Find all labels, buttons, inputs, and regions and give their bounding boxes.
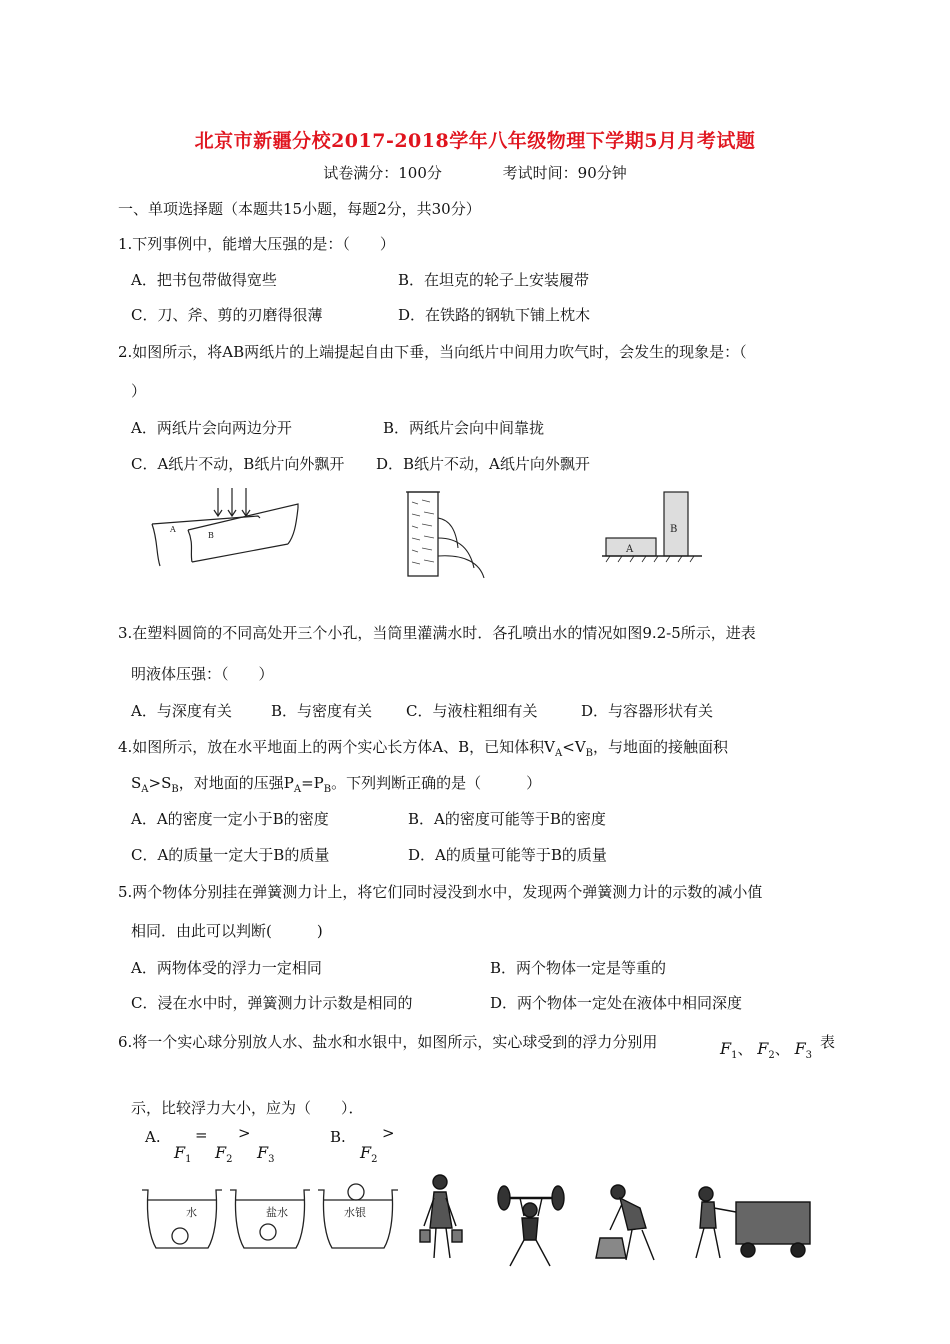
q6-b-gt: > <box>382 1124 395 1142</box>
q5-option-a: A．两物体受的浮力一定相同 <box>131 959 322 977</box>
beaker-mercury-label: 水银 <box>344 1206 366 1219</box>
blocks-figure <box>602 488 712 580</box>
page-title: 北京市新疆分校2017-2018学年八年级物理下学期5月月考试题 <box>194 130 756 152</box>
paper-sheets-figure <box>148 486 308 576</box>
q3-stem: 3.在塑料圆筒的不同高处开三个小孔，当筒里灌满水时．各孔喷出水的情况如图9.2-5所示，进表 <box>118 624 756 642</box>
q5-stem-2: 相同．由此可以判断( ) <box>131 922 323 940</box>
q3-option-c: C．与液柱粗细有关 <box>406 702 538 720</box>
q4-option-b: B．A的密度可能等于B的密度 <box>408 810 606 828</box>
person-lifting-sack-icon <box>596 1185 654 1260</box>
q3-option-b: B．与密度有关 <box>271 702 373 720</box>
person-carrying-bucket-icon <box>420 1175 462 1258</box>
q1-option-b: B．在坦克的轮子上安装履带 <box>398 271 590 289</box>
q2-option-d: D．B纸片不动，A纸片向外飘开 <box>376 455 590 473</box>
beaker-water-label: 水 <box>186 1206 197 1219</box>
q6-a-f2: $F_2$ <box>215 1143 233 1165</box>
q3-stem-2: 明液体压强：（ ） <box>131 665 274 683</box>
q5-option-d: D．两个物体一定处在液体中相同深度 <box>490 994 743 1012</box>
q6-b-f2: $F_2$ <box>360 1143 378 1165</box>
q6-a-eq: = <box>195 1126 208 1144</box>
q6-a-f3: $F_3$ <box>257 1143 275 1165</box>
q2-option-b: B．两纸片会向中间靠拢 <box>383 419 545 437</box>
paper-b-label: B <box>208 531 214 540</box>
person-pushing-cart-icon <box>696 1187 810 1258</box>
score-info: 试卷满分：100分 <box>323 164 442 182</box>
q1-option-d: D．在铁路的钢轨下铺上枕木 <box>398 306 591 324</box>
q6-a-gt: > <box>238 1124 251 1142</box>
q6-option-a-label: A. <box>145 1128 161 1146</box>
water-cylinder-figure <box>404 488 494 580</box>
q2-stem: 2.如图所示，将AB两纸片的上端提起自由下垂，当向纸片中间用力吹气时，会发生的现象是：（ <box>118 343 747 361</box>
q1-option-a: A．把书包带做得宽些 <box>131 271 277 289</box>
q2-stem-close: ） <box>131 382 147 400</box>
q4-option-c: C．A的质量一定大于B的质量 <box>131 846 330 864</box>
paper-a-label: A <box>170 525 176 534</box>
q6-force-symbols: $F_1$、 $F_2$、 $F_3$ <box>720 1039 813 1061</box>
q4-stem-2: $S_A>S_B$，对地面的压强$P_A=P_B$。下列判断正确的是（ ） <box>131 774 542 795</box>
q4-stem: 4.如图所示，放在水平地面上的两个实心长方体A、B，已知体积$V_A<V_B$，与地面的接触面积 <box>118 738 729 759</box>
q4-option-d: D．A的质量可能等于B的质量 <box>408 846 607 864</box>
q6-stem-end: 表 <box>820 1033 836 1051</box>
time-info: 考试时间：90分钟 <box>502 164 627 182</box>
q3-option-a: A．与深度有关 <box>131 702 232 720</box>
q6-stem: 6.将一个实心球分别放人水、盐水和水银中，如图所示，实心球受到的浮力分别用 <box>118 1033 658 1051</box>
exam-info <box>0 162 950 183</box>
beaker-salt-label: 盐水 <box>266 1206 288 1219</box>
q2-option-a: A．两纸片会向两边分开 <box>131 419 292 437</box>
q1-option-c: C．刀、斧、剪的刃磨得很薄 <box>131 306 323 324</box>
q5-option-b: B．两个物体一定是等重的 <box>490 959 667 977</box>
beakers-figure <box>138 1178 398 1258</box>
work-illustrations <box>410 1168 820 1278</box>
q5-option-c: C．浸在水中时，弹簧测力计示数是相同的 <box>131 994 413 1012</box>
q2-option-c: C．A纸片不动，B纸片向外飘开 <box>131 455 345 473</box>
weightlifter-icon <box>498 1186 564 1266</box>
block-b-label: B <box>670 524 678 535</box>
q4-option-a: A．A的密度一定小于B的密度 <box>131 810 329 828</box>
q5-stem: 5.两个物体分别挂在弹簧测力计上，将它们同时浸没到水中，发现两个弹簧测力计的示数的减小值 <box>118 883 763 901</box>
q3-option-d: D．与容器形状有关 <box>581 702 714 720</box>
block-a-label: A <box>626 544 634 555</box>
q1-stem: 1.下列事例中，能增大压强的是：（ ） <box>118 235 395 253</box>
q6-stem-2: 示，比较浮力大小，应为（ ）． <box>131 1099 364 1117</box>
section-heading: 一、单项选择题（本题共15小题，每题2分，共30分） <box>118 200 481 218</box>
q6-option-b-label: B. <box>330 1128 346 1146</box>
q6-a-f1: $F_1$ <box>174 1143 192 1165</box>
